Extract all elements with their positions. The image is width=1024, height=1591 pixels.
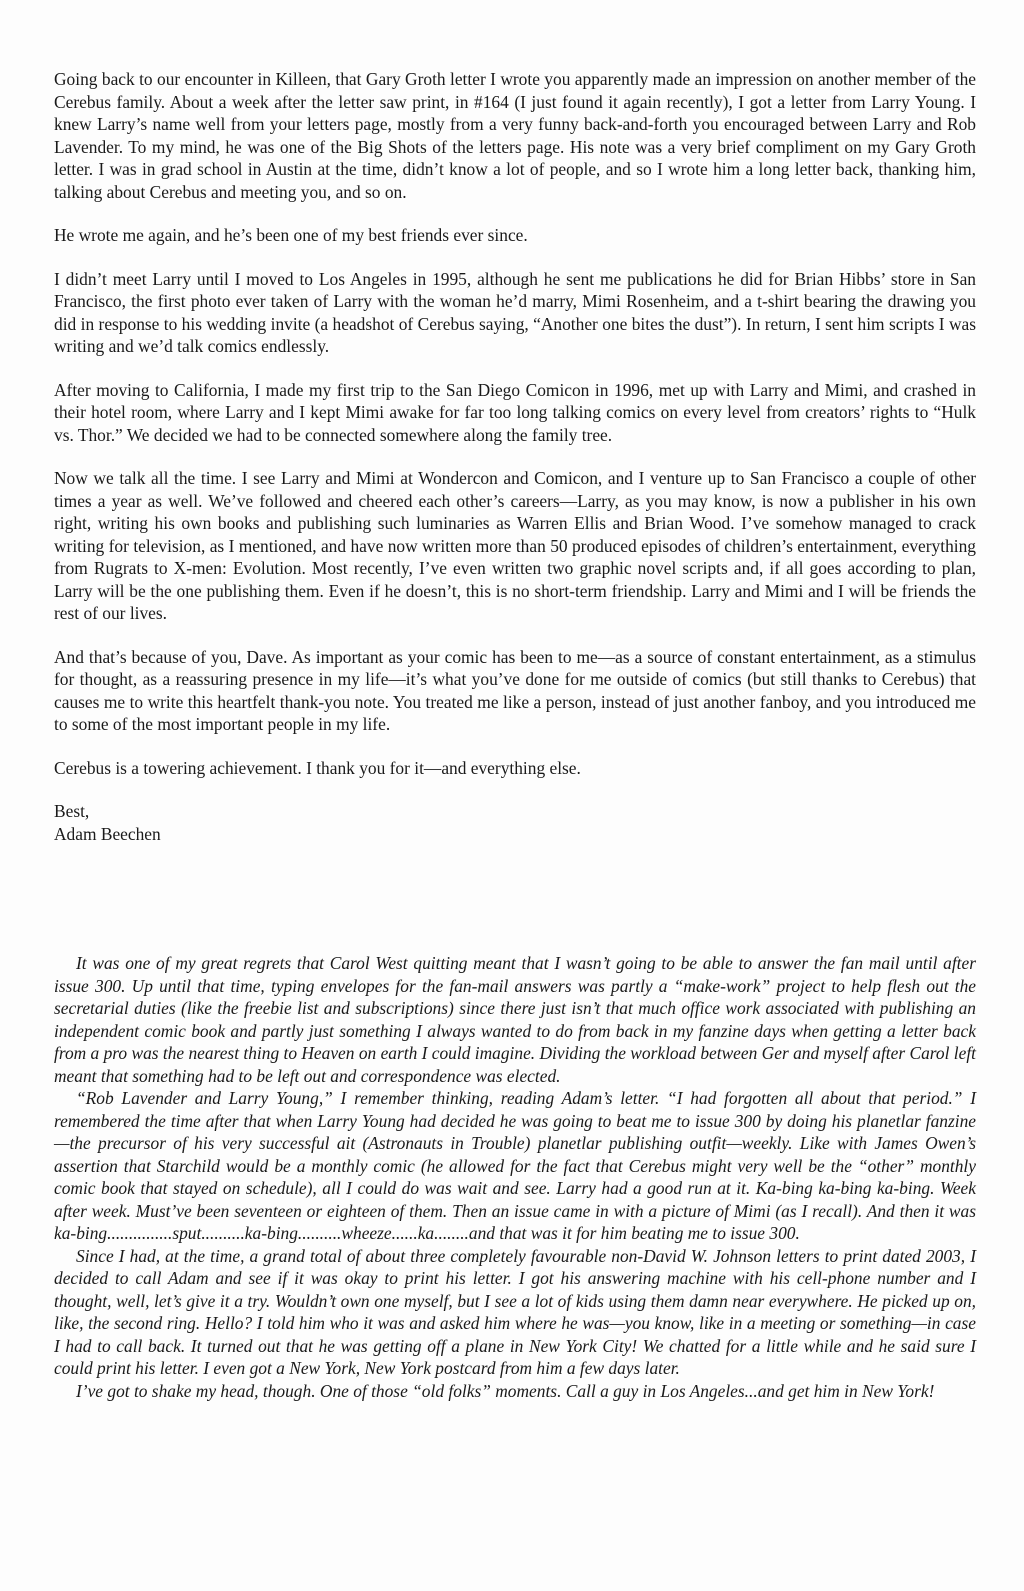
response-paragraph-2: “Rob Lavender and Larry Young,” I remember thinking, reading Adam’s letter. “I had forgotten all about that period.” I remembered the time after that when Larry Young had decided he was going to beat me to issue 300 by doing his planetlar fanzine—the precursor of his very successful ait (Astronauts in Trouble) planetlar publishing outfit—weekly. Like with James Owen’s assertion that Starchild would be a monthly comic (he allowed for the fact that Cerebus might very well be the “other” monthly comic book that stayed on schedule), all I could do was wait and see. Larry had a good run at it. Ka-bing ka-bing ka-bing. Week after week. Must’ve been seventeen or eighteen of them. Then an issue came in with a picture of Mimi (as I recall). And then it was ka-bing...............sput..........ka-bing..........wheeze......ka........and that was it for him beating me to issue 300. [54,1088,976,1243]
letter-paragraph-5: Now we talk all the time. I see Larry and Mimi at Wondercon and Comicon, and I venture up to San Francisco a couple of other times a year as well. We’ve followed and cheered each other’s careers—Larry, as you may know, is now a publisher in his own right, writing his own books and publishing such luminaries as Warren Ellis and Brian Wood. I’ve somehow managed to crack writing for television, as I mentioned, and have now written more than 50 produced episodes of children’s entertainment, everything from Rugrats to X-men: Evolution. Most recently, I’ve even written two graphic novel scripts and, if all goes according to plan, Larry will be the one publishing them. Even if he doesn’t, this is no short-term friendship. Larry and Mimi and I will be friends the rest of our lives. [54,468,976,623]
letter-paragraph-2: He wrote me again, and he’s been one of my best friends ever since. [54,225,528,245]
response-paragraph-3: Since I had, at the time, a grand total of about three completely favourable non-David W. Johnson letters to print dated 2003, I decided to call Adam and see if it was okay to print his letter. I got his answering machine with his cell-phone number and I thought, well, let’s give it a try. Wouldn’t own one myself, but I see a lot of kids using them damn near everywhere. He picked up on, like, the second ring. Hello? I told him who it was and asked him where he was—you know, like in a meeting or something—in case I had to call back. It turned out that he was getting off a plane in New York City! We chatted for a little while and he said sure I could print his letter. I even got a New York, New York postcard from him a few days later. [54,1245,976,1378]
letter-paragraph-1: Going back to our encounter in Killeen, that Gary Groth letter I wrote you apparently made an impression on another member of the Cerebus family. About a week after the letter saw print, in #164 (I just found it again recently), I got a letter from Larry Young. I knew Larry’s name well from your letters page, mostly from a very funny back-and-forth you encouraged between Larry and Rob Lavender. To my mind, he was one of the Big Shots of the letters page. His note was a very brief compliment on my Gary Groth letter. I was in grad school in Austin at the time, didn’t know a lot of people, and so I wrote him a long letter back, thanking him, talking about Cerebus and meeting you, and so on. [54,69,976,202]
letter-signature: Adam Beechen [54,823,161,844]
editor-response [54,952,976,1402]
letter-body [54,68,976,845]
response-paragraph-4: I’ve got to shake my head, though. One of those “old folks” moments. Call a guy in Los Angeles...and get him in New York! [76,1380,935,1401]
letter-paragraph-7: Cerebus is a towering achievement. I thank you for it—and everything else. [54,757,581,778]
letter-paragraph-6: And that’s because of you, Dave. As important as your comic has been to me—as a source of constant entertainment, as a stimulus for thought, as a reassuring presence in my life—it’s what you’ve done for me outside of comics (but still thanks to Cerebus) that causes me to write this heartfelt thank-you note. You treated me like a person, instead of just another fanboy, and you introduced me to some of the most important people in my life. [54,646,976,734]
response-paragraph-1: It was one of my great regrets that Carol West quitting meant that I wasn’t going to be able to answer the fan mail until after issue 300. Up until that time, typing envelopes for the fan-mail answers was partly a “make-work” project to help flesh out the secretarial duties (like the freebie list and subscriptions) since there just isn’t that much office work associated with publishing an independent comic book and partly just something I always wanted to do from back in my fanzine days when getting a letter back from a pro was the nearest thing to Heaven on earth I could imagine. Dividing the workload between Ger and myself after Carol left meant that something had to be left out and correspondence was elected. [54,953,976,1086]
letter-closing: Best, [54,801,90,821]
letter-paragraph-3: I didn’t meet Larry until I moved to Los Angeles in 1995, although he sent me publications he did for Brian Hibbs’ store in San Francisco, the first photo ever taken of Larry with the woman he’d marry, Mimi Rosenheim, and a t-shirt bearing the drawing you did in response to his wedding invite (a headshot of Cerebus saying, “Another one bites the dust”). In return, I sent him scripts I was writing and we’d talk comics endlessly. [54,268,976,356]
letter-paragraph-4: After moving to California, I made my first trip to the San Diego Comicon in 1996, met up with Larry and Mimi, and crashed in their hotel room, where Larry and I kept Mimi awake for far too long talking comics on every level from creators’ rights to “Hulk vs. Thor.” We decided we had to be connected somewhere along the family tree. [54,379,976,445]
